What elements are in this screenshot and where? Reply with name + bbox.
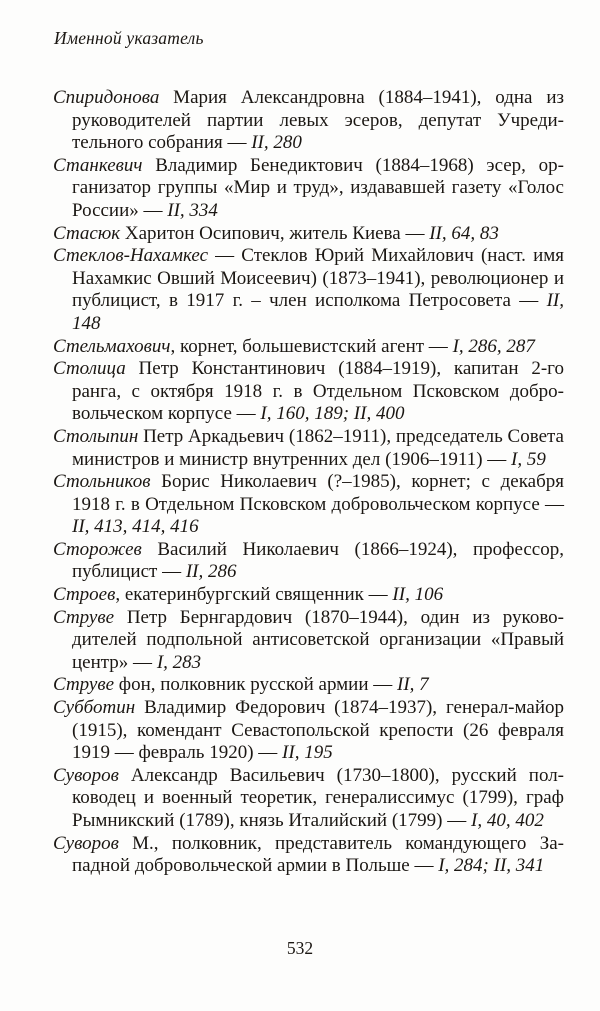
entry-headword: Струве	[53, 606, 115, 628]
index-entry	[53, 607, 564, 675]
entry-text: , екатеринбургский священник —	[115, 584, 393, 606]
index-entry	[53, 584, 564, 607]
index-entry	[53, 155, 564, 223]
entry-text: Мария Александровна (1884–1941), одна из руководителей партии левых эсеров, депутат Учредительного собрания —	[72, 87, 564, 154]
entry-headword: Стольников	[53, 471, 151, 493]
entry-text: — Стеклов Юрий Михайлович (наст. имя Нахамкис Овший Моисеевич) (1873–1941), революционер и публицист, в 1917 г. – член исполкома Петросовета —	[72, 245, 564, 312]
index-entry	[53, 87, 564, 155]
entry-headword: Станкевич	[53, 154, 143, 176]
index-entry	[53, 336, 564, 359]
entry-text: Харитон Осипович, житель Киева —	[120, 222, 430, 244]
entry-text: , корнет, большевистский агент —	[170, 335, 453, 357]
index-entry	[53, 426, 564, 471]
entry-headword: Стасюк	[53, 222, 121, 244]
entry-page-refs: I, 40, 402	[471, 810, 544, 831]
index-entry	[53, 697, 564, 765]
entry-page-refs: II, 195	[282, 742, 333, 764]
entry-page-refs: I, 59	[511, 448, 546, 470]
entry-headword: Стельмахович	[53, 335, 171, 357]
entry-headword: Сторожев	[53, 538, 142, 560]
entry-text: фон, полковник русской армии —	[114, 674, 398, 696]
index-entry	[53, 765, 564, 833]
entry-headword: Субботин	[53, 697, 136, 719]
name-index	[53, 87, 564, 878]
entry-headword: Суворов	[53, 832, 119, 854]
entry-page-refs: II, 286	[185, 561, 237, 583]
page-number: 532	[286, 938, 314, 958]
index-entry	[53, 223, 564, 246]
entry-headword: Спиридонова	[53, 87, 160, 108]
entry-page-refs: II, 106	[392, 584, 444, 606]
index-entry	[53, 358, 564, 426]
entry-headword: Строев	[53, 584, 116, 606]
index-entry	[53, 245, 564, 335]
entry-page-refs: II, 148	[72, 290, 564, 334]
entry-page-refs: I, 160, 189; II, 400	[260, 403, 405, 425]
entry-headword: Стеклов-Нахамкес	[53, 245, 209, 267]
entry-page-refs: II, 7	[397, 674, 429, 696]
entry-page-refs: II, 334	[167, 199, 218, 221]
entry-page-refs: II, 64, 83	[429, 222, 499, 244]
entry-text: Петр Бернгардович (1870–1944), один из руководителей подпольной антисоветской организации «Правый центр» —	[72, 606, 564, 673]
running-head: Именной указатель	[54, 28, 204, 48]
entry-page-refs: II, 280	[251, 132, 302, 154]
entry-text: Петр Константинович (1884–1919), капитан 2-го ранга, с октября 1918 г. в Отдельном Псковском добровольческом корпусе —	[72, 358, 564, 425]
entry-headword: Столыпин	[53, 425, 139, 447]
entry-headword: Суворов	[53, 764, 119, 786]
entry-headword: Струве	[53, 674, 115, 696]
index-entry	[53, 833, 564, 878]
entry-text: Борис Николаевич (?–1985), корнет; с декабря 1918 г. в Отдельном Псковском добровольческом корпусе —	[72, 471, 564, 515]
entry-text: Василий Николаевич (1866–1924), профессор, публицист —	[72, 538, 564, 583]
entry-text: Петр Аркадьевич (1862–1911), председатель Совета министров и министр внутренних дел (1906–1911) —	[72, 425, 564, 470]
entry-text: Александр Васильевич (1730–1800), русский полководец и военный теоретик, генералиссимус (1799), граф Рымникский (1789), князь Италийский (1799) —	[72, 764, 564, 831]
index-entry	[53, 674, 564, 697]
entry-text: Владимир Бенедиктович (1884–1968) эсер, организатор группы «Мир и труд», издававшей газету «Голос России» —	[72, 154, 564, 221]
entry-page-refs: I, 283	[156, 651, 202, 673]
entry-text: М., полковник, представитель командующего Западной добровольческой армии в Польше —	[72, 832, 564, 877]
entry-page-refs: I, 284; II, 341	[438, 855, 545, 877]
entry-text: Владимир Федорович (1874–1937), генерал-майор (1915), комендант Севастопольской крепости (26 февраля 1919 — февраль 1920) —	[72, 697, 564, 764]
entry-page-refs: II, 413, 414, 416	[72, 516, 199, 538]
entry-page-refs: I, 286, 287	[452, 335, 535, 357]
index-entry	[53, 471, 564, 539]
entry-headword: Столица	[53, 358, 126, 380]
index-entry	[53, 539, 564, 584]
